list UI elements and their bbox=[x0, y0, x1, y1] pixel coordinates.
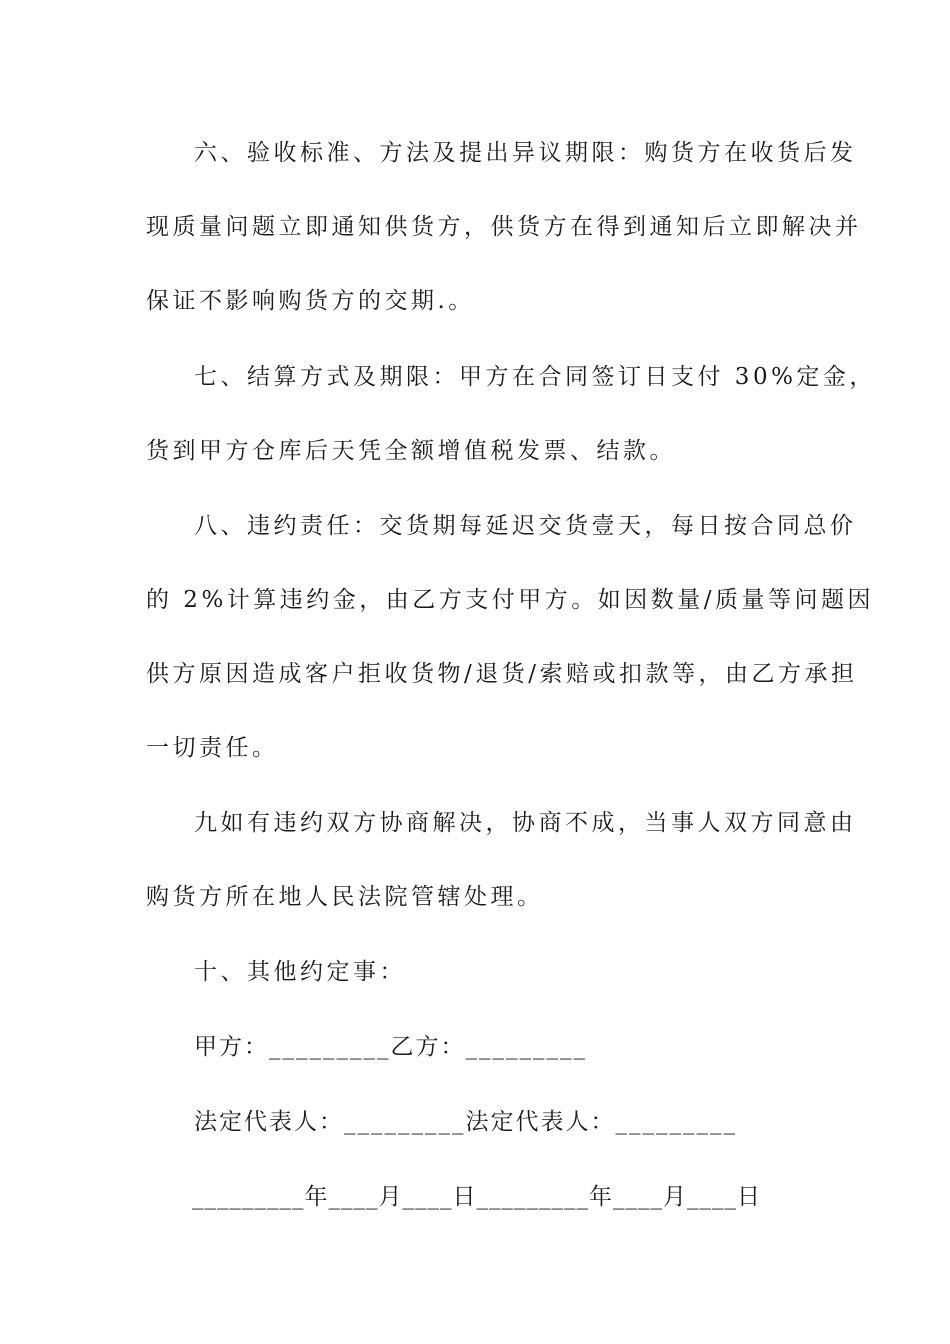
section-8-line-1: 八、违约责任：交货期每延迟交货壹天，每日按合同总价 bbox=[194, 513, 857, 539]
section-10-line-1: 十、其他约定事： bbox=[194, 959, 406, 985]
section-6-line-3: 保证不影响购货方的交期.。 bbox=[146, 288, 475, 314]
section-7-line-2: 货到甲方仓库后天凭全额增值税发票、结款。 bbox=[146, 438, 676, 464]
representatives-signature-line: 法定代表人：_________法定代表人：_________ bbox=[194, 1109, 737, 1135]
section-9-line-1: 九如有违约双方协商解决，协商不成，当事人双方同意由 bbox=[194, 810, 857, 836]
section-8-line-4: 一切责任。 bbox=[146, 735, 279, 761]
section-8-line-2: 的 2%计算违约金，由乙方支付甲方。如因数量/质量等问题因 bbox=[146, 587, 875, 613]
section-8-line-3: 供方原因造成客户拒收货物/退货/索赔或扣款等，由乙方承担 bbox=[146, 661, 858, 687]
section-7-line-1: 七、结算方式及期限：甲方在合同签订日支付 30%定金， bbox=[194, 364, 876, 390]
section-6-line-2: 现质量问题立即通知供货方，供货方在得到通知后立即解决并 bbox=[146, 214, 862, 240]
section-6-line-1: 六、验收标准、方法及提出异议期限：购货方在收货后发 bbox=[194, 140, 857, 166]
parties-signature-line: 甲方：_________乙方：_________ bbox=[194, 1034, 587, 1060]
signature-date-line: _________年____月____日_________年____月____日 bbox=[192, 1184, 761, 1210]
section-9-line-2: 购货方所在地人民法院管辖处理。 bbox=[146, 884, 544, 910]
